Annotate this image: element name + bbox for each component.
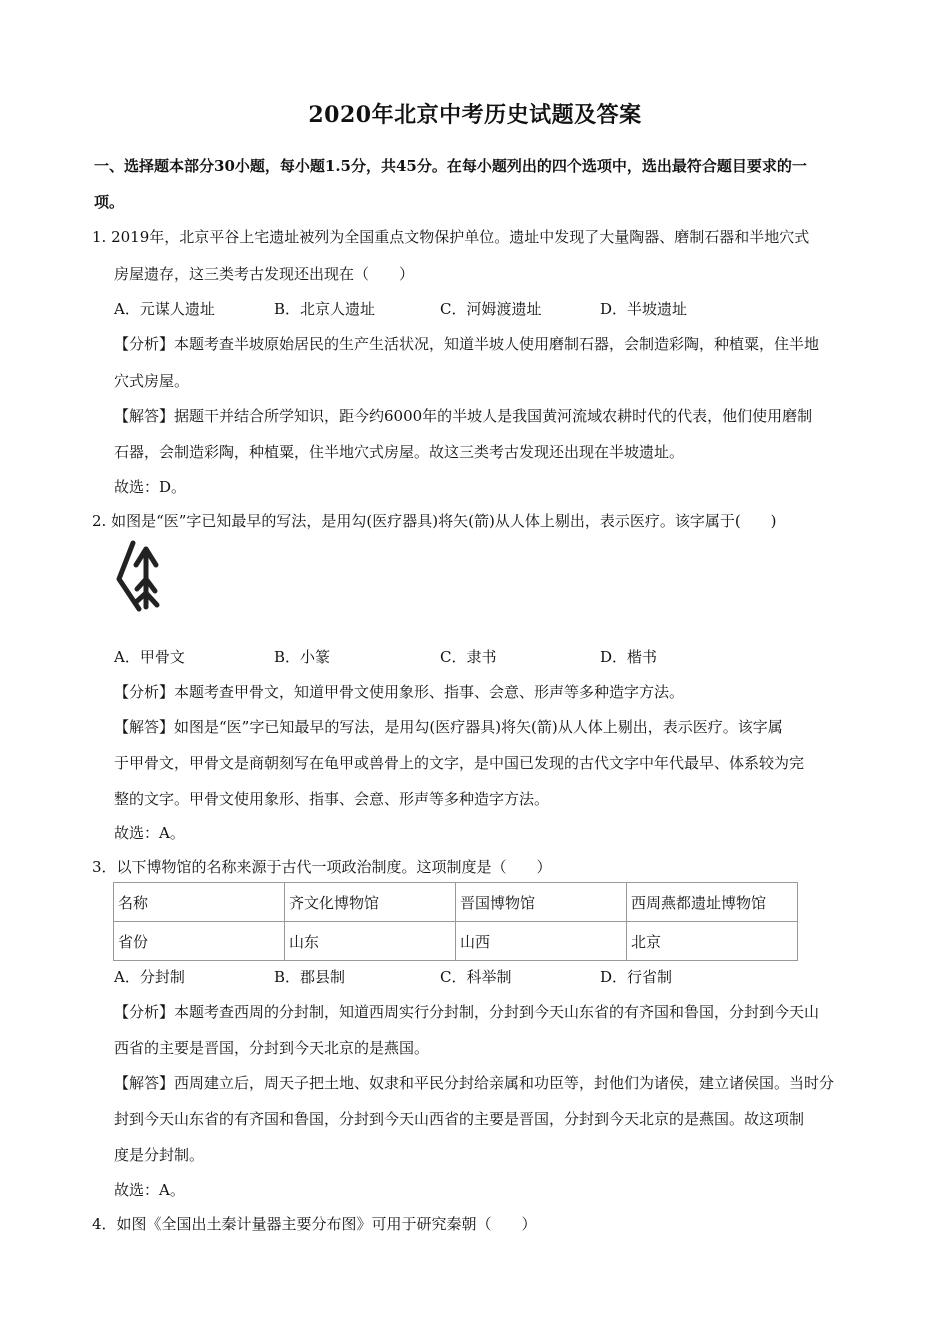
- q1-option-a: A．元谋人遗址: [114, 300, 215, 318]
- q1-answer-line-2: 石器，会制造彩陶，种植粟，住半地穴式房屋。故这三类考古发现还出现在半坡遗址。: [114, 443, 685, 461]
- q3-answer-line-2: 封到今天山东省的有齐国和鲁国，分封到今天山西省的主要是晋国，分封到今天北京的是燕国。故这项制: [114, 1110, 805, 1128]
- q2-stem-line-1: 2. 如图是“医”字已知最早的写法，是用勾(医疗器具)将矢(箭)从人体上剔出，表示医疗。该字属于( ): [92, 512, 777, 530]
- table-cell: 西周燕都遗址博物馆: [627, 883, 798, 922]
- q2-option-c: C．隶书: [440, 648, 497, 666]
- q4-stem-line-1: 4．如图《全国出土秦计量器主要分布图》可用于研究秦朝（ ）: [92, 1215, 537, 1233]
- q3-analysis-line-2: 西省的主要是晋国，分封到今天北京的是燕国。: [114, 1039, 430, 1057]
- q3-analysis-line-1: 【分析】本题考查西周的分封制，知道西周实行分封制，分封到今天山东省的有齐国和鲁国，分封到今天山: [114, 1003, 820, 1021]
- q2-option-a: A．甲骨文: [114, 648, 185, 666]
- q2-analysis-line-1: 【分析】本题考查甲骨文，知道甲骨文使用象形、指事、会意、形声等多种造字方法。: [114, 683, 685, 701]
- table-row: [114, 883, 798, 922]
- q1-choice: 故选：D。: [114, 478, 187, 496]
- q1-analysis-line-2: 穴式房屋。: [114, 372, 190, 390]
- q2-choice: 故选：A。: [114, 824, 185, 842]
- q1-stem-line-2: 房屋遗存，这三类考古发现还出现在（ ）: [114, 265, 415, 283]
- q1-option-d: D．半坡遗址: [600, 300, 688, 318]
- page-title: 2020年北京中考历史试题及答案: [308, 102, 642, 128]
- section-heading-line-1: 一、选择题本部分30小题，每小题1.5分，共45分。在每小题列出的四个选项中，选出最符合题目要求的一: [94, 157, 807, 175]
- table-cell: 山东: [285, 922, 456, 961]
- table-cell: 北京: [627, 922, 798, 961]
- table-cell: 省份: [114, 922, 285, 961]
- q2-answer-line-3: 整的文字。甲骨文使用象形、指事、会意、形声等多种造字方法。: [114, 790, 550, 808]
- q3-choice: 故选：A。: [114, 1181, 185, 1199]
- q3-option-b: B．郡县制: [274, 968, 346, 986]
- table-cell: 晋国博物馆: [456, 883, 627, 922]
- q1-stem-line-1: 1. 2019年，北京平谷上宅遗址被列为全国重点文物保护单位。遗址中发现了大量陶器、磨制石器和半地穴式: [92, 228, 810, 246]
- table-cell: 山西: [456, 922, 627, 961]
- q1-option-b: B．北京人遗址: [274, 300, 376, 318]
- q2-option-b: B．小篆: [274, 648, 331, 666]
- table-row: [114, 922, 798, 961]
- oracle-bone-yi-character-image: [113, 535, 169, 615]
- section-heading-line-2: 项。: [94, 193, 125, 211]
- q2-answer-line-1: 【解答】如图是“医”字已知最早的写法，是用勾(医疗器具)将矢(箭)从人体上剔出，表示医疗。该字属: [114, 718, 783, 736]
- table-cell: 齐文化博物馆: [285, 883, 456, 922]
- q3-option-a: A．分封制: [114, 968, 185, 986]
- table-cell: 名称: [114, 883, 285, 922]
- q1-answer-line-1: 【解答】据题干并结合所学知识，距今约6000年的半坡人是我国黄河流域农耕时代的代表，他们使用磨制: [114, 407, 813, 425]
- q1-option-c: C．河姆渡遗址: [440, 300, 542, 318]
- q3-stem-line-1: 3．以下博物馆的名称来源于古代一项政治制度。这项制度是（ ）: [92, 858, 552, 876]
- q3-option-c: C．科举制: [440, 968, 512, 986]
- q3-option-d: D．行省制: [600, 968, 673, 986]
- q3-museum-table: [113, 882, 798, 961]
- q3-answer-line-1: 【解答】西周建立后，周天子把土地、奴隶和平民分封给亲属和功臣等，封他们为诸侯，建立诸侯国。当时分: [114, 1074, 835, 1092]
- q2-answer-line-2: 于甲骨文，甲骨文是商朝刻写在龟甲或兽骨上的文字，是中国已发现的古代文字中年代最早、体系较为完: [114, 754, 805, 772]
- q1-analysis-line-1: 【分析】本题考查半坡原始居民的生产生活状况，知道半坡人使用磨制石器，会制造彩陶，种植粟，住半地: [114, 335, 820, 353]
- q3-answer-line-3: 度是分封制。: [114, 1146, 205, 1164]
- q2-option-d: D．楷书: [600, 648, 658, 666]
